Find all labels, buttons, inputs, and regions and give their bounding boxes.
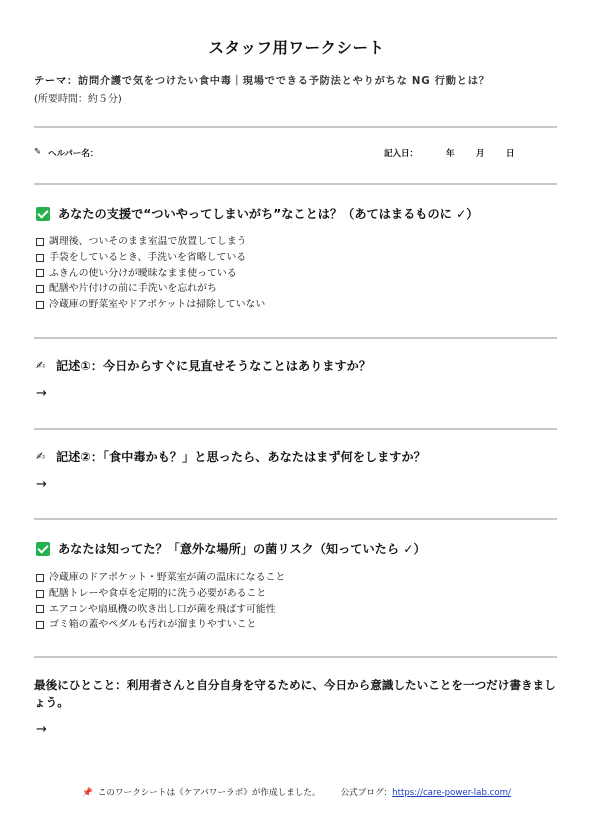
date-month: 月: [476, 149, 485, 159]
section1-checklist: [36, 234, 265, 313]
checklist-item-label: 配膳トレーや食卓を定期的に洗う必要があること: [49, 587, 267, 599]
checklist-item-label: 配膳や片付けの前に手洗いを忘れがち: [49, 283, 217, 295]
checklist-item-label: ゴミ箱の蓋やペダルも汚れが溜まりやすいこと: [49, 619, 257, 631]
empty-checkbox-icon[interactable]: [36, 254, 44, 262]
answer-arrow[interactable]: →: [36, 722, 47, 737]
section3-heading-text: 記述②：「食中毒かも？」と思ったら、あなたはまず何をしますか？: [56, 450, 426, 464]
divider: [34, 337, 557, 339]
section2-heading-text: 記述①：今日からすぐに見直せそうなことはありますか？: [56, 359, 372, 373]
empty-checkbox-icon[interactable]: [36, 238, 44, 246]
page-title: スタッフ用ワークシート: [208, 39, 385, 57]
helper-name-label: ヘルパー名：: [48, 149, 99, 159]
divider: [34, 656, 557, 658]
checklist-item-label: 手袋をしているとき、手洗いを省略している: [49, 251, 247, 263]
checklist-item-label: 冷蔵庫のドアポケット・野菜室が菌の温床になること: [49, 572, 286, 583]
checklist-item[interactable]: [36, 234, 265, 250]
divider: [34, 126, 557, 128]
pencil-icon: ✎: [34, 147, 42, 157]
empty-checkbox-icon[interactable]: [36, 574, 44, 582]
checklist-item[interactable]: [36, 617, 285, 633]
empty-checkbox-icon[interactable]: [36, 301, 44, 309]
footer-text: このワークシートは《ケアパワーラボ》が作成しました。: [97, 788, 321, 798]
empty-checkbox-icon[interactable]: [36, 605, 44, 613]
checklist-item[interactable]: [36, 602, 285, 618]
checklist-item[interactable]: [36, 281, 265, 297]
theme-text: 訪問介護で気をつけたい食中毒｜現場でできる予防法とやりがちな NG 行動とは？: [77, 76, 490, 87]
section4-heading-text: あなたは知ってた？「意外な場所」の菌リスク（知っていたら ✓）: [58, 542, 426, 556]
blog-label: 公式ブログ：: [340, 788, 393, 798]
final-heading: 最後にひとこと：利用者さんと自分自身を守るために、今日から意識したいことを一つだけ書きましょう。: [34, 678, 556, 709]
checklist-item-label: 冷蔵庫の野菜室やドアポケットは掃除していない: [49, 299, 266, 311]
theme-line: [34, 72, 564, 87]
pushpin-icon: 📌: [82, 788, 93, 798]
checklist-item-label: エアコンや扇風機の吹き出し口が菌を飛ばす可能性: [49, 603, 276, 615]
section4-checklist: [36, 570, 285, 633]
checklist-item-label: 調理後、ついそのまま室温で放置してしまう: [49, 236, 247, 247]
duration-text: (所要時間：約５分): [34, 94, 122, 105]
answer-arrow[interactable]: →: [36, 386, 47, 401]
checklist-item-label: ふきんの使い分けが曖昧なまま使っている: [49, 267, 237, 279]
blog-link[interactable]: https://care-power-lab.com/: [392, 788, 511, 798]
empty-checkbox-icon[interactable]: [36, 285, 44, 293]
divider: [34, 183, 557, 185]
checklist-item[interactable]: [36, 266, 265, 282]
date-day: 日: [506, 149, 515, 159]
writing-hand-icon: ✍: [36, 359, 46, 372]
answer-arrow[interactable]: →: [36, 477, 47, 492]
footer: [0, 786, 593, 798]
checklist-item[interactable]: [36, 570, 285, 586]
date-year: 年: [446, 149, 455, 159]
section1-heading: [36, 205, 478, 222]
section3-heading: [36, 448, 426, 465]
checklist-item[interactable]: [36, 250, 265, 266]
checkbox-checked-icon: [36, 542, 50, 556]
empty-checkbox-icon[interactable]: [36, 590, 44, 598]
empty-checkbox-icon[interactable]: [36, 269, 44, 277]
section1-heading-text: あなたの支援で“ついやってしまいがち”なことは？（あてはまるものに ✓）: [58, 207, 479, 221]
section2-heading: [36, 357, 371, 374]
divider: [34, 518, 557, 520]
section4-heading: [36, 540, 426, 557]
empty-checkbox-icon[interactable]: [36, 621, 44, 629]
checkbox-checked-icon: [36, 207, 50, 221]
writing-hand-icon: ✍: [36, 450, 46, 463]
checklist-item[interactable]: [36, 586, 285, 602]
checklist-item[interactable]: [36, 297, 265, 313]
theme-label: テーマ：: [34, 76, 78, 87]
divider: [34, 428, 557, 430]
date-label: 記入日：: [384, 149, 419, 159]
